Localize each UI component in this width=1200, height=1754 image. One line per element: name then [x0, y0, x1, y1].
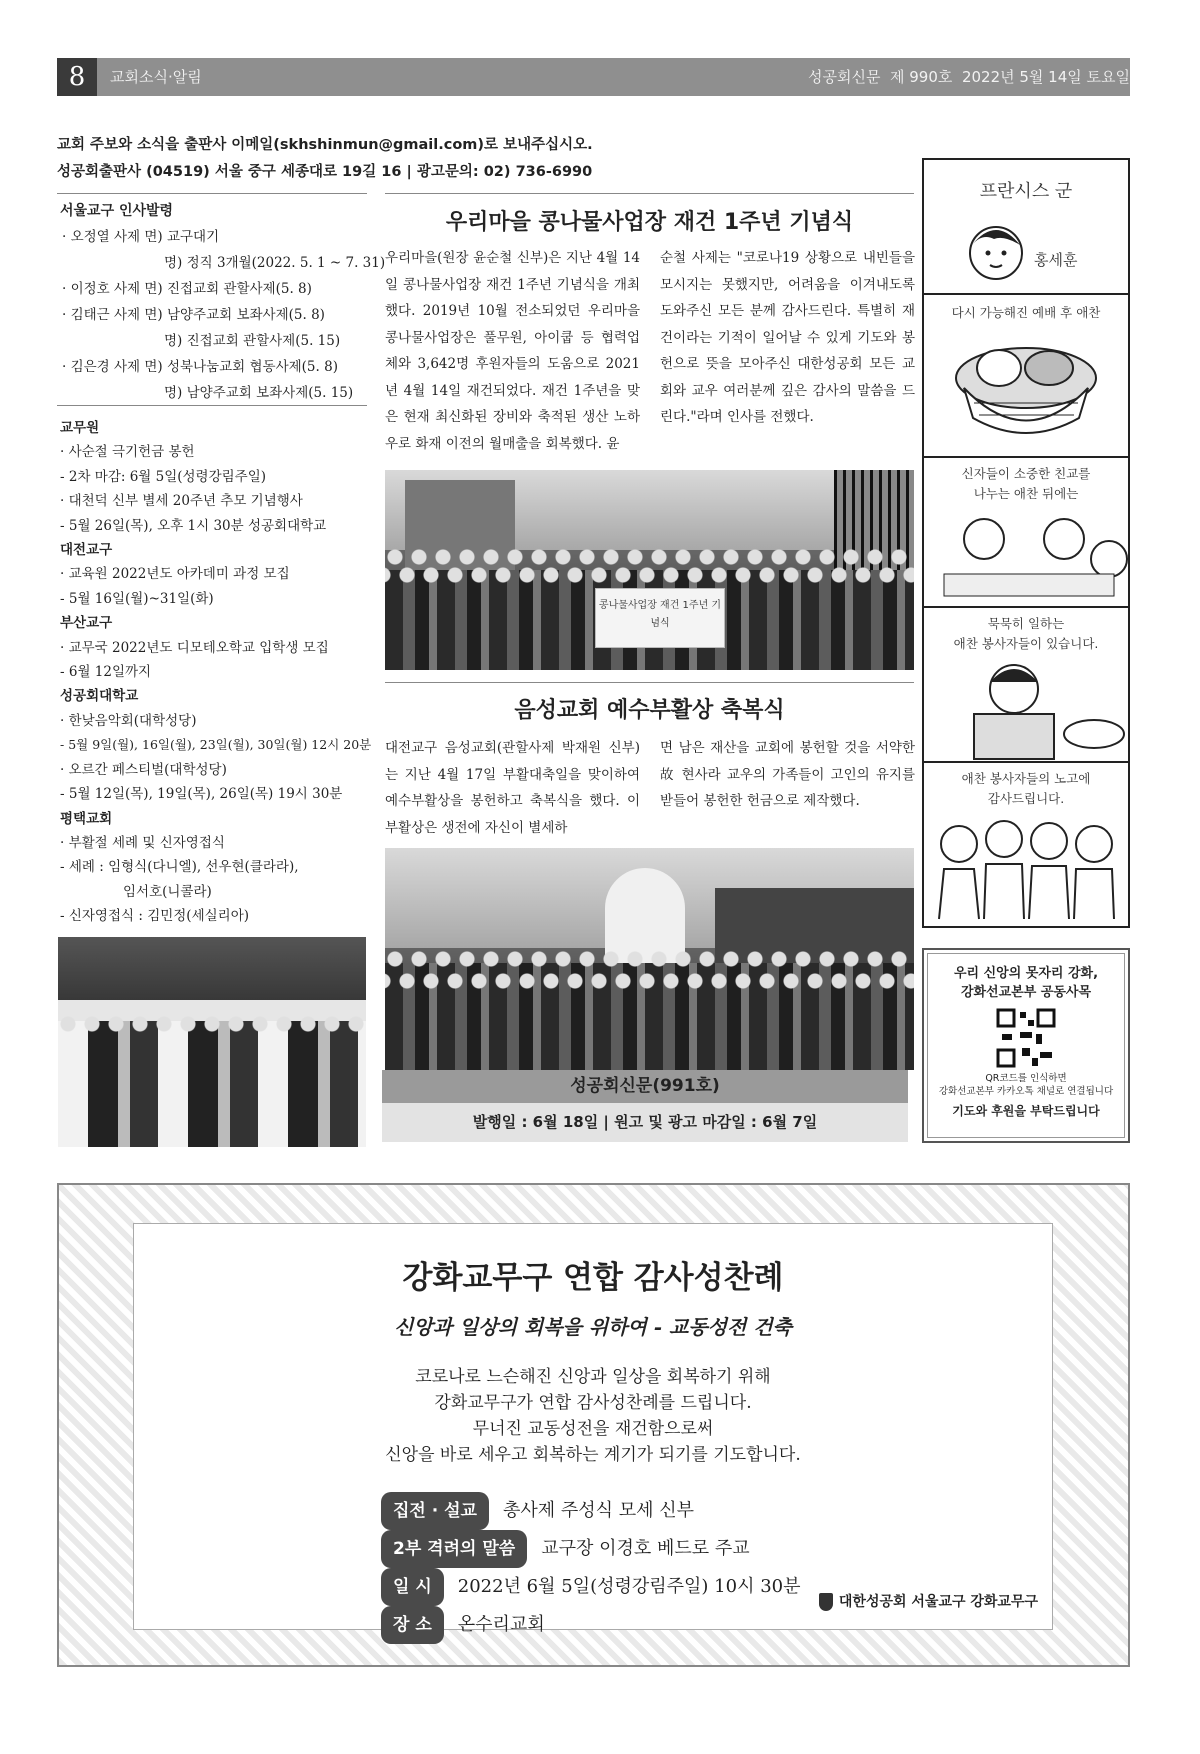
masthead-info: 성공회신문 제 990호 2022년 5월 14일 토요일 — [808, 68, 1130, 86]
submission-info: 교회 주보와 소식을 출판사 이메일(skhshinmun@gmail.com)로 보내주십시오. — [57, 137, 593, 153]
article2-col1: 대전교구 음성교회(관할사제 박재원 신부)는 지난 4월 17일 부활대축일을 맞이하여 예수부활상을 봉헌하고 축복식을 했다. 이 부활상은 생전에 자신이 별세하 — [385, 740, 640, 836]
comic-panel-3: 신자들이 소중한 친교를 나누는 애찬 뒤에는 — [924, 458, 1128, 608]
fellowship-scene-icon — [924, 504, 1128, 604]
volunteers-group-icon — [924, 809, 1128, 926]
section-title: 교회소식·알림 — [110, 68, 202, 86]
personnel-title: 서울교구 인사발령 — [60, 203, 174, 219]
ad-organizer: 대한성공회 서울교구 강화교무구 — [819, 1591, 1038, 1611]
article2-title: 음성교회 예수부활상 축복식 — [514, 698, 785, 723]
qr-code-icon[interactable] — [996, 1008, 1056, 1068]
baptism-photo — [58, 937, 366, 1147]
article1-title: 우리마을 콩나물사업장 재건 1주년 기념식 — [445, 210, 854, 235]
comic-panel-4: 묵묵히 일하는 애찬 봉사자들이 있습니다. — [924, 608, 1128, 763]
page-number: 8 — [57, 58, 97, 96]
ad-content — [133, 1223, 1053, 1635]
boy-face-icon — [964, 215, 1034, 285]
personnel-list: · 오정열 사제 면) 교구대기 명) 정직 3개월(2022. 5. 1 ~ 7. 31) · 이정호 사제 면) 진접교회 관할사제(5. 8) · 김태근 사제 면) 남양주교회 보좌사제(5. 8) 명) 진접교회 관할사제(5. 15) · 김은경 사제 면) 성북나눔교회 협동사제(5. 8) 명) 남양주교회 보좌사제(5. 15) — [62, 229, 386, 401]
ad-message: 코로나로 느슨해진 신앙과 일상을 회복하기 위해 강화교무구가 연합 감사성찬례를 드립니다. 무너진 교동성전을 재건함으로써 신앙을 바로 세우고 회복하는 계기가 되기를 기도합니다. — [385, 1367, 801, 1465]
comic-title: 프란시스 군 — [979, 181, 1073, 202]
comic-strip — [922, 158, 1130, 928]
comic-author: 홍세훈 — [1034, 251, 1078, 269]
next-issue-title: 성공회신문(991호) — [382, 1070, 908, 1103]
article1-photo — [385, 470, 914, 670]
ad-subtitle: 신앙과 일상의 회복을 위하여 - 교동성전 건축 — [394, 1315, 792, 1339]
ad-details: 집전 · 설교 총사제 주성식 모세 신부 2부 격려의 말씀 교구장 이경호 베드로 주교 일 시 2022년 6월 5일(성령강림주일) 10시 30분 장 소 온수리교회 — [381, 1492, 1052, 1644]
comic-panel-5: 애찬 봉사자들의 노고에 감사드립니다. — [924, 763, 1128, 926]
qr-box: 우리 신앙의 못자리 강화, 강화선교본부 공동사목 QR코드를 인식하면 강화선교본부 카카오톡 채널로 연결됩니다 기도와 후원을 부탁드립니다 — [922, 948, 1130, 1143]
article1-photo-banner: 콩나물사업장 재건 1주년 기념식 — [595, 588, 725, 648]
article1-col1: 우리마을(원장 윤순철 신부)은 지난 4월 14일 콩나물사업장 재건 1주년 기념식을 개최했다. 2019년 10월 전소되었던 우리마을 콩나물사업장은 풀무원, 아이쿱 등 협력업체와 3,642명 후원자들의 도움으로 2021년 4월 14일 재건되었다. 재건 1주년을 맞은 현재 최신화된 장비와 축적된 생산 노하우로 화재 이전의 월매출을 회복했다. 윤 — [385, 250, 640, 452]
next-issue-notice — [382, 1070, 908, 1142]
bread-basket-icon — [924, 323, 1128, 453]
qr-footer: 기도와 후원을 부탁드립니다 — [952, 1104, 1100, 1118]
article2-photo — [385, 848, 914, 1070]
comic-panel-1 — [924, 160, 1128, 295]
ad-title: 강화교무구 연합 감사성찬례 — [402, 1260, 784, 1296]
volunteer-cooking-icon — [924, 654, 1128, 763]
comic-panel-2: 다시 가능해진 예배 후 애찬 — [924, 295, 1128, 458]
next-issue-dates: 발행일 : 6월 18일 | 원고 및 광고 마감일 : 6월 7일 — [382, 1103, 908, 1142]
church-seal-icon — [819, 1593, 833, 1611]
article1-col2: 순철 사제는 "코로나19 상황으로 내빈들을 모시지는 못했지만, 어려움을 이겨내도록 도와주신 모든 분께 감사드린다. 특별히 재건이라는 기적이 일어날 수 있게 기도와 봉헌으로 뜻을 모아주신 대한성공회 모든 교회와 교우 여러분께 깊은 감사의 말씀을 드린다."라며 인사를 전했다. — [660, 250, 915, 425]
article2-col2: 면 남은 재산을 교회에 봉헌할 것을 서약한 故 현사라 교우의 가족들이 고인의 유지를 받들어 봉헌한 헌금으로 제작했다. — [660, 740, 915, 809]
notices-list: 교무원 · 사순절 극기헌금 봉헌 - 2차 마감: 6월 5일(성령강림주일) · 대천덕 신부 별세 20주년 추모 기념행사 - 5월 26일(목), 오후 1시 30분 성공회대학교 대전교구 · 교육원 2022년도 아카데미 과정 모집 - 5월 16일(월)~31일(화) 부산교구 · 교무국 2022년도 디모테오학교 입학생 모집 - 6월 12일까지 성공회대학교 · 한낮음악회(대학성당) - 5월 9일(월), 16일(월), 23일(월), 30일(월) 12시 20분 · 오르간 페스티벌(대학성당) - 5월 12일(목), 19일(목), 26일(목) 19시 30분 평택교회 · 부활절 세례 및 신자영접식 - 세례 : 임형식(다니엘), 선우현(클라라), 임서호(니콜라) - 신자영접식 : 김민정(세실리아) — [60, 420, 372, 925]
publisher-info: 성공회출판사 (04519) 서울 중구 세종대로 19길 16 | 광고문의: 02) 736-6990 — [57, 164, 593, 180]
